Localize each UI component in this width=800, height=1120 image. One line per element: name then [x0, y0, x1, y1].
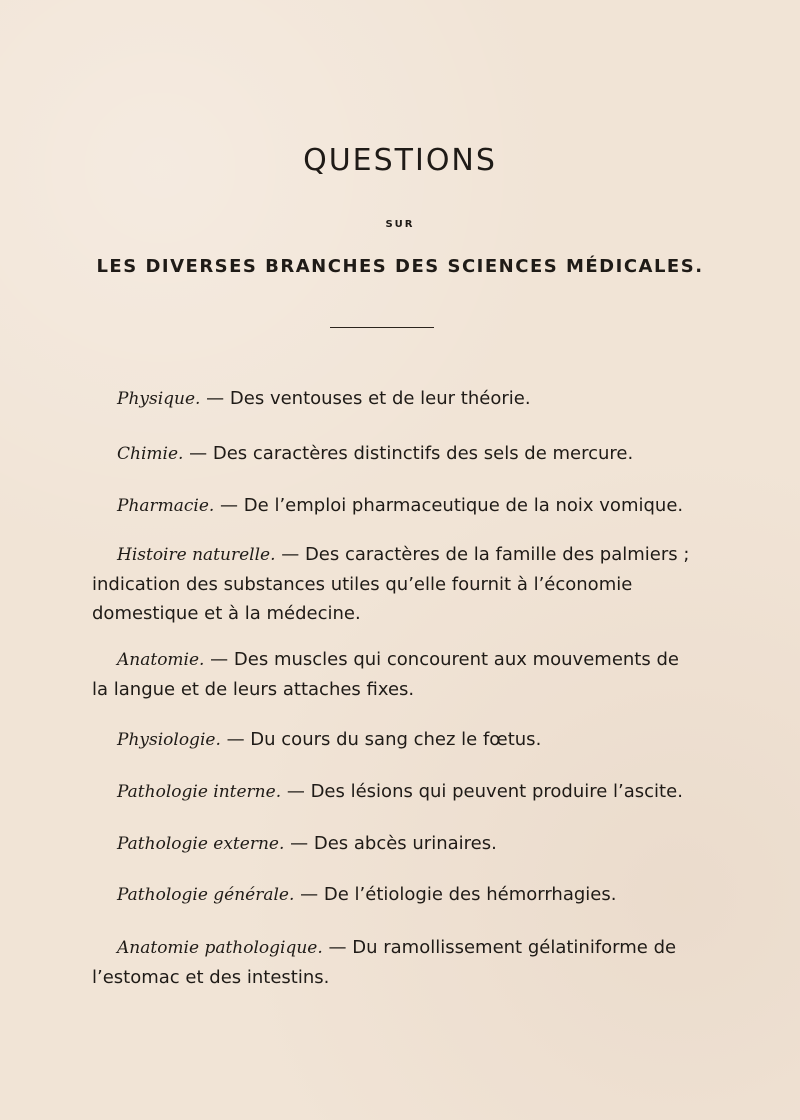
entry-subject: Histoire naturelle. — [117, 545, 276, 565]
entry-separator: — — [214, 495, 244, 516]
entry-text: De l’emploi pharmaceutique de la noix vomique. — [243, 495, 684, 516]
entry-separator: — — [322, 937, 353, 958]
entry-text: Du ramollissement gélatiniforme de l’estomac et des intestins. — [92, 937, 677, 988]
question-entry-pharmacie — [92, 491, 690, 521]
title-divider — [330, 327, 434, 328]
entry-text: Des ventouses et de leur théorie. — [229, 388, 531, 409]
entry-separator: — — [183, 443, 213, 464]
entry-text: De l’étiologie des hémorrhagies. — [323, 884, 617, 905]
entry-subject: Anatomie pathologique. — [117, 938, 323, 958]
entry-subject: Pathologie générale. — [117, 885, 295, 905]
entry-separator: — — [284, 833, 314, 854]
question-entry-pathologie-externe — [92, 829, 690, 859]
entry-subject: Pharmacie. — [117, 496, 215, 516]
entry-subject: Pathologie interne. — [117, 782, 282, 802]
question-entry-pathologie-generale — [92, 880, 690, 910]
entry-text: Des caractères distinctifs des sels de mercure. — [212, 443, 634, 464]
question-entry-anatomie-pathologique — [92, 933, 690, 992]
question-entry-anatomie — [92, 645, 690, 704]
entry-subject: Chimie. — [117, 444, 184, 464]
entry-separator: — — [294, 884, 324, 905]
entry-separator: — — [275, 544, 305, 565]
entry-subject: Anatomie. — [117, 650, 205, 670]
entry-separator: — — [220, 729, 251, 750]
entry-text: Des muscles qui concourent aux mouvements de la langue et de leurs attaches fixes. — [92, 649, 679, 700]
entry-subject: Physique. — [117, 389, 201, 409]
entry-text: Des lésions qui peuvent produire l’ascite. — [310, 781, 683, 802]
entry-separator: — — [204, 649, 234, 670]
question-entry-histoire-naturelle — [92, 540, 690, 628]
page-title: QUESTIONS — [303, 143, 497, 178]
question-entry-pathologie-interne — [92, 777, 690, 807]
entry-text: Des caractères de la famille des palmiers ; indication des substances utiles qu’elle fournit à l’économie domestique et à la médecine. — [92, 544, 690, 624]
entry-separator: — — [200, 388, 230, 409]
entry-text: Des abcès urinaires. — [313, 833, 497, 854]
entry-text: Du cours du sang chez le fœtus. — [250, 729, 542, 750]
entry-subject: Physiologie. — [117, 730, 221, 750]
question-entry-physiologie — [92, 725, 690, 755]
entry-subject: Pathologie externe. — [117, 834, 285, 854]
question-entry-physique — [92, 384, 690, 414]
connector-word: SUR — [385, 219, 415, 230]
question-entry-chimie — [92, 439, 690, 469]
page-subtitle: LES DIVERSES BRANCHES DES SCIENCES MÉDICALES. — [96, 256, 704, 277]
entry-separator: — — [281, 781, 311, 802]
